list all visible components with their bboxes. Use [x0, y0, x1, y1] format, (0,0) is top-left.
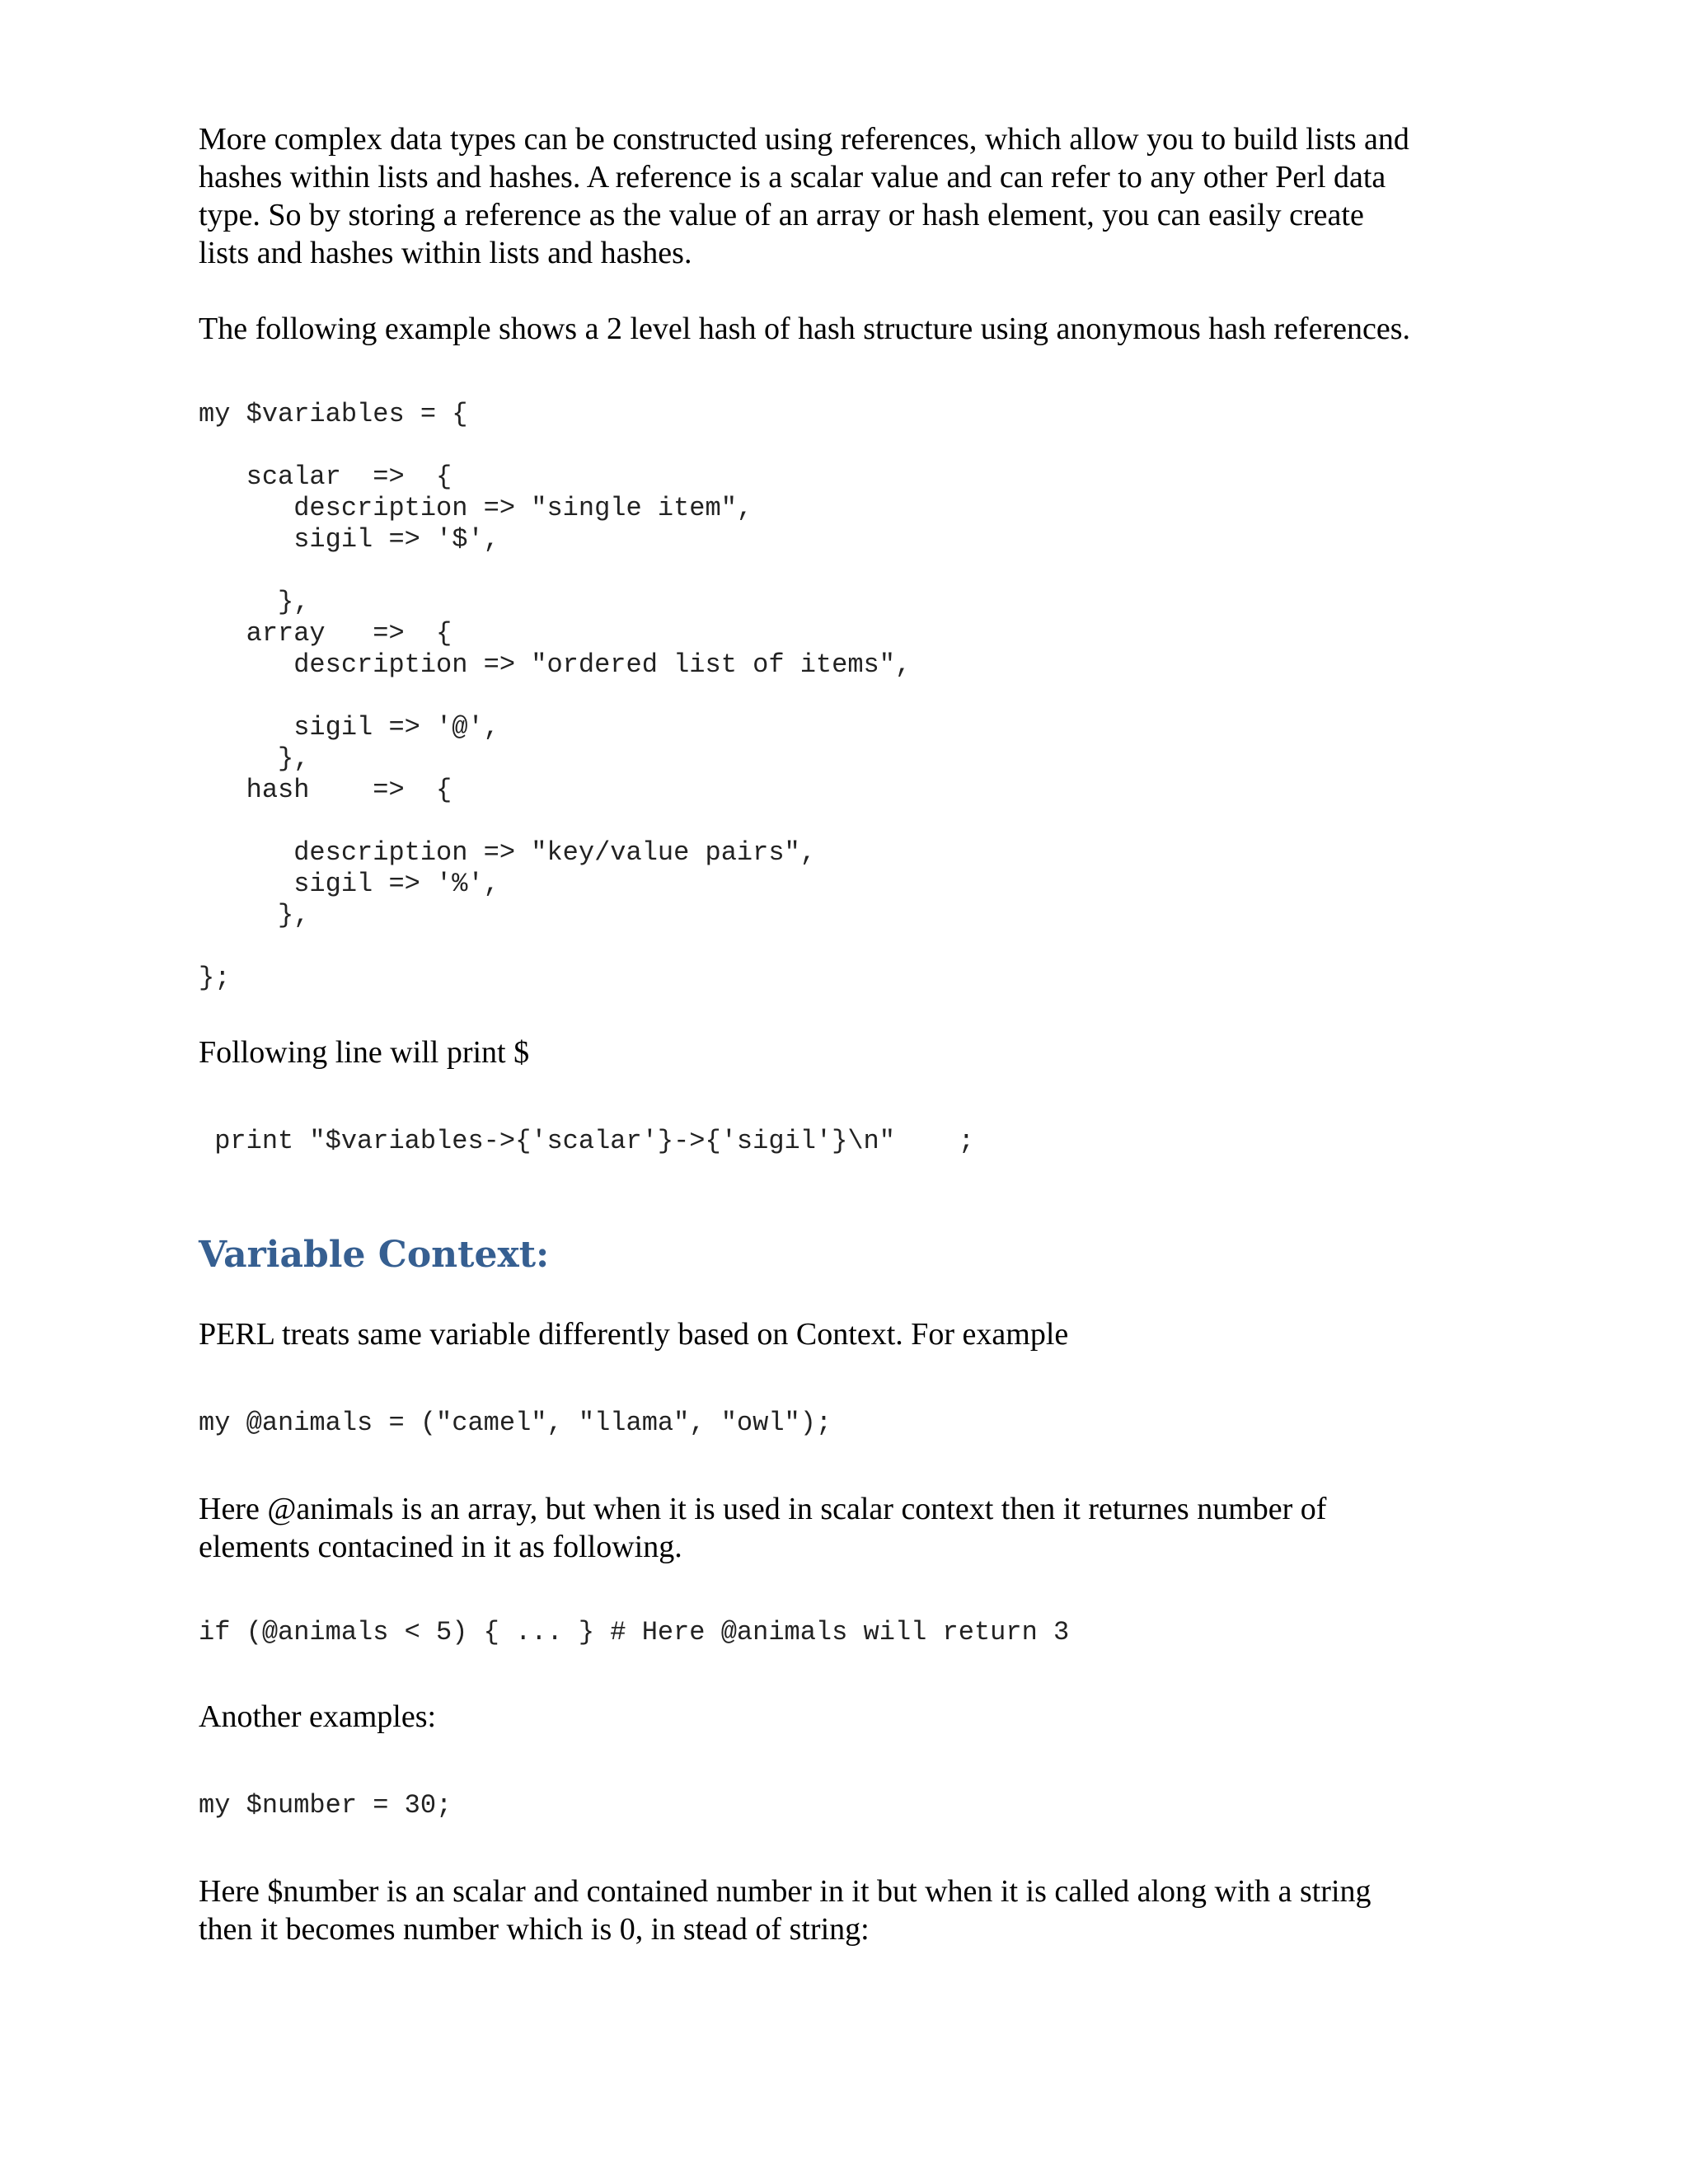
document-content [199, 120, 1501, 1948]
intro-paragraph: More complex data types can be constructed using references, which allow you to build lists and hashes within lists and hashes. A reference is a scalar value and can refer to any other Perl data type. So by storing a reference as the value of an array or hash element, you can easily create lists and hashes within lists and hashes. [199, 122, 1409, 270]
another-examples-label: Another examples: [199, 1699, 437, 1734]
code-number-declaration: my $number = 30; [199, 1790, 452, 1821]
number-explanation-paragraph: Here $number is an scalar and contained number in it but when it is called along with a string then it becomes number which is 0, in stead of string: [199, 1874, 1372, 1947]
print-intro-paragraph: Following line will print $ [199, 1035, 530, 1070]
code-hash-example: my $variables = { scalar => { description => "single item", sigil => '$', }, array => { description => "ordered list of items", sigil => '@', }, hash => { description => "key/value pairs", sigil => '%', }, }; [199, 399, 912, 993]
context-intro-paragraph: PERL treats same variable differently based on Context. For example [199, 1317, 1069, 1352]
code-print-statement: print "$variables->{'scalar'}->{'sigil'}\n" ; [199, 1126, 974, 1156]
animals-explanation-paragraph: Here @animals is an array, but when it is used in scalar context then it returnes number of elements contacined in it as following. [199, 1492, 1327, 1564]
code-if-statement: if (@animals < 5) { ... } # Here @animals will return 3 [199, 1617, 1070, 1647]
example-intro-paragraph: The following example shows a 2 level hash of hash structure using anonymous hash references. [199, 312, 1410, 346]
section-heading-variable-context: Variable Context: [199, 1234, 550, 1276]
code-animals-declaration: my @animals = ("camel", "llama", "owl"); [199, 1408, 832, 1438]
